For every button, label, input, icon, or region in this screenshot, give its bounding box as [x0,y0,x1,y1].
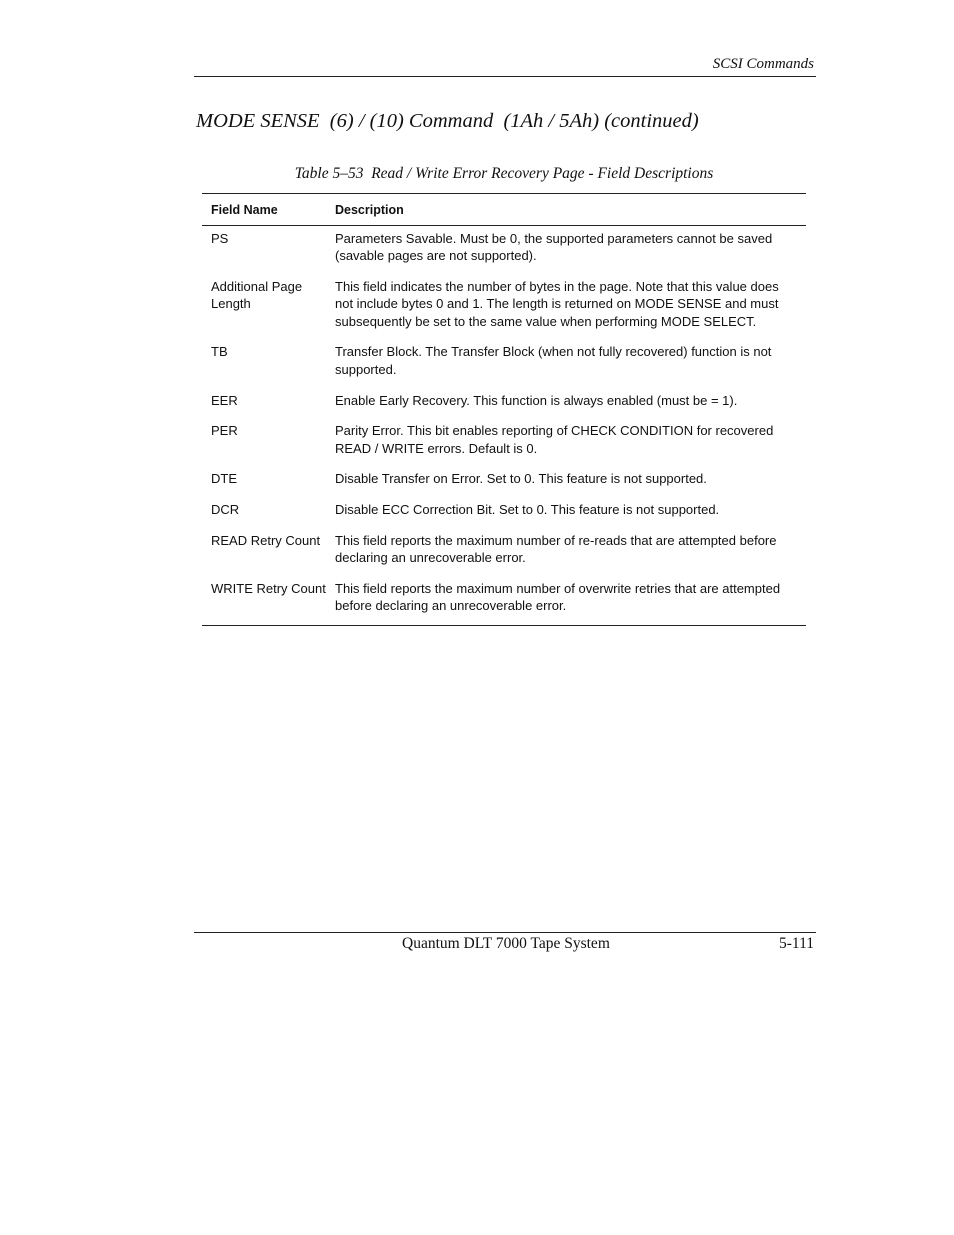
table-row [202,580,806,615]
column-header-field-name: Field Name [211,202,278,217]
field-name-cell: DTE [211,471,237,487]
field-name-cell: WRITE Retry Count [211,581,326,597]
field-name-cell: TB [211,344,228,360]
field-name-cell: PER [211,423,238,439]
description-cell: This field reports the maximum number of overwrite retries that are attempted before declaring an unrecoverable error. [335,581,781,614]
table-body [202,226,806,615]
table-row [202,470,806,487]
field-name-cell: EER [211,392,238,408]
description-cell: Enable Early Recovery. This function is always enabled (must be = 1). [335,392,738,408]
description-cell: Transfer Block. The Transfer Block (when not fully recovered) function is not supported. [335,344,772,377]
table-row [202,278,806,330]
section-title: MODE SENSE (6) / (10) Command (1Ah / 5Ah) (continued) [196,110,699,132]
table-row [202,392,806,409]
description-cell: This field reports the maximum number of re-reads that are attempted before declaring an unrecoverable error. [335,533,777,566]
description-cell: Parameters Savable. Must be 0, the supported parameters cannot be saved (savable pages are not supported). [335,231,773,264]
field-name-cell: DCR [211,502,240,518]
table-row [202,230,806,265]
header-rule [194,76,816,77]
footer-title: Quantum DLT 7000 Tape System [402,935,610,952]
description-cell: Disable ECC Correction Bit. Set to 0. This feature is not supported. [335,502,720,518]
field-name-cell: PS [211,231,229,246]
table-row [202,501,806,518]
running-head: SCSI Commands [712,56,814,72]
table-row [202,532,806,567]
description-cell: Parity Error. This bit enables reporting of CHECK CONDITION for recovered READ / WRITE errors. Default is 0. [335,423,774,456]
field-name-cell: Additional Page Length [211,279,303,312]
table-row [202,422,806,457]
column-header-description: Description [335,202,404,217]
table-row [202,343,806,378]
footer-rule [194,932,816,933]
table-header-row [202,194,806,225]
field-name-cell: READ Retry Count [211,533,321,549]
description-cell: Disable Transfer on Error. Set to 0. This feature is not supported. [335,471,707,487]
table-caption: Table 5–53 Read / Write Error Recovery Page - Field Descriptions [294,165,714,182]
description-cell: This field indicates the number of bytes in the page. Note that this value does not include bytes 0 and 1. The length is returned on MODE SENSE and must subsequently be set to the same value when performing MODE SELECT. [335,279,779,329]
table-bottom-rule [202,625,806,626]
page-number: 5-111 [778,935,814,952]
field-descriptions-table [202,193,806,626]
